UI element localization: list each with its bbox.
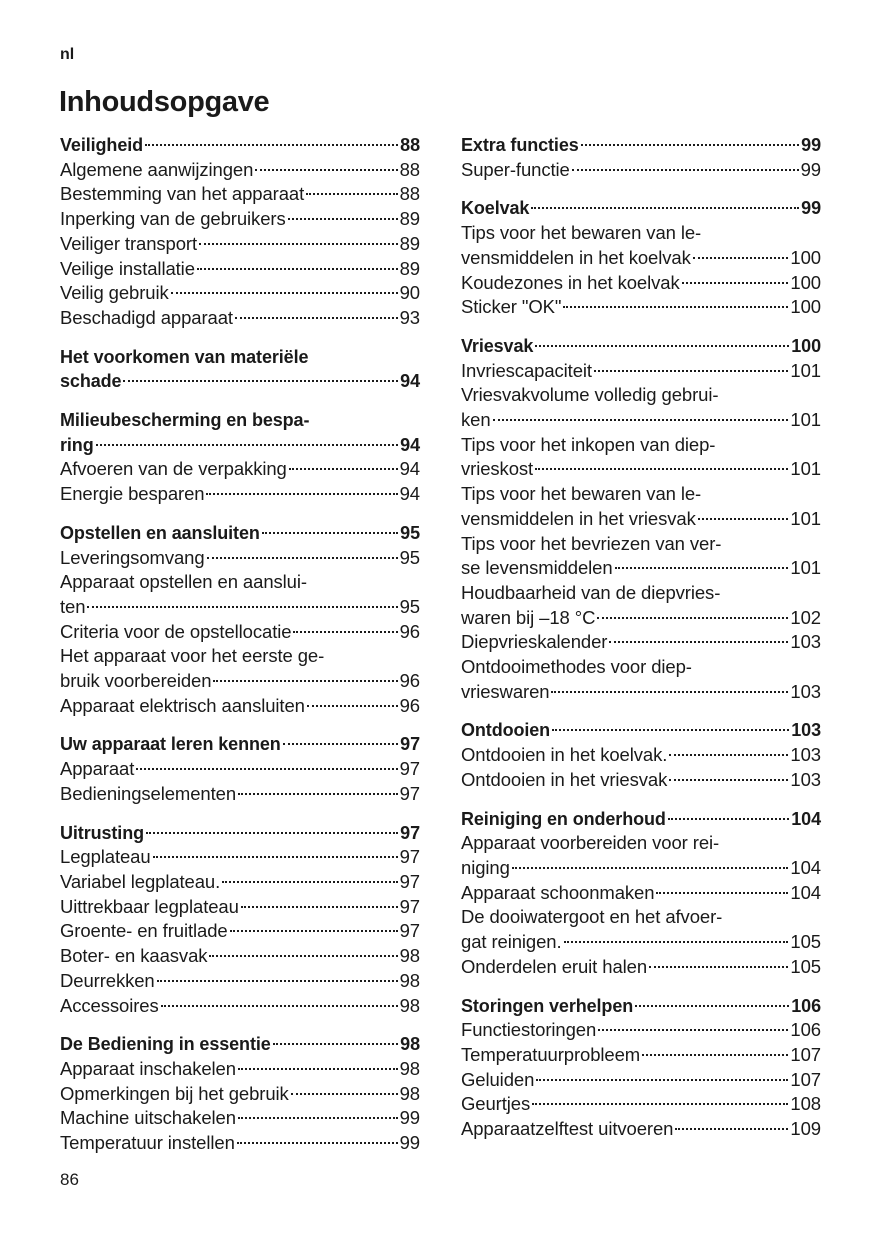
toc-entry-title: Beschadigd apparaat	[60, 306, 233, 328]
toc-page-number: 106	[790, 1019, 821, 1041]
toc-entry-title: vrieskost	[461, 458, 534, 480]
toc-entry[interactable]	[461, 556, 821, 581]
toc-section	[461, 807, 821, 980]
toc-page-number: 97	[399, 870, 420, 892]
toc-page-number: 106	[791, 995, 821, 1016]
toc-entry-line: Apparaat opstellen en aanslui-	[60, 571, 307, 593]
toc-page-number: 104	[790, 856, 821, 878]
toc-entry-title: Apparaat	[60, 758, 135, 780]
toc-entry-title: Veilige installatie	[60, 257, 195, 279]
toc-page-number: 94	[399, 483, 420, 505]
toc-entry-line: Tips voor het inkopen van diep-	[461, 433, 716, 455]
toc-entry[interactable]	[60, 870, 420, 895]
dot-leader	[307, 705, 398, 707]
toc-entry-title: Ontdooien	[461, 720, 551, 741]
toc-section	[60, 345, 420, 394]
dot-leader	[512, 867, 789, 869]
toc-page-number: 99	[800, 158, 821, 180]
toc-entry[interactable]	[461, 1068, 821, 1093]
toc-page-number: 88	[400, 135, 420, 155]
dot-leader	[262, 532, 398, 534]
toc-page-number: 96	[399, 670, 420, 692]
dot-leader	[96, 444, 399, 446]
dot-leader	[649, 966, 788, 968]
toc-entry-title: Inperking van de gebruikers	[60, 208, 286, 230]
toc-page-number: 95	[399, 546, 420, 568]
toc-entry-title: Deurrekken	[60, 969, 155, 991]
toc-entry[interactable]	[60, 306, 420, 331]
toc-entry-title: vrieswaren	[461, 680, 550, 702]
toc-entry-title: Temperatuur instellen	[60, 1132, 235, 1154]
toc-page-number: 89	[399, 208, 420, 230]
dot-leader	[235, 317, 398, 319]
dot-leader	[693, 257, 789, 259]
toc-entry[interactable]	[461, 408, 821, 433]
dot-leader	[552, 729, 789, 731]
dot-leader	[609, 641, 788, 643]
toc-entry-title: ring	[60, 434, 94, 455]
toc-entry-line: Tips voor het bewaren van le-	[461, 483, 702, 505]
toc-page-number: 99	[399, 1107, 420, 1129]
toc-section-heading[interactable]	[461, 718, 821, 743]
toc-entry-title: se levensmiddelen	[461, 557, 613, 579]
toc-entry-title: Storingen verhelpen	[461, 995, 634, 1016]
toc-entry[interactable]	[60, 944, 420, 969]
toc-page-number: 97	[399, 920, 420, 942]
toc-section	[461, 718, 821, 792]
dot-leader	[531, 207, 799, 209]
toc-entry-title: Reiniging en onderhoud	[461, 808, 666, 829]
toc-entry[interactable]	[461, 606, 821, 631]
toc-page-number: 108	[790, 1093, 821, 1115]
toc-entry-title: Veiliger transport	[60, 232, 198, 254]
dot-leader	[551, 691, 788, 693]
toc-page-number: 97	[399, 895, 420, 917]
toc-entry[interactable]	[60, 232, 420, 257]
page-title: Inhoudsopgave	[59, 86, 270, 118]
toc-page-number: 100	[790, 296, 821, 318]
toc-entry-title: Invriescapaciteit	[461, 359, 592, 381]
toc-entry-title: Veiligheid	[60, 135, 144, 155]
dot-leader	[146, 832, 398, 834]
dot-leader	[171, 292, 398, 294]
toc-entry-title: Uw apparaat leren kennen	[60, 734, 281, 755]
toc-page-number: 101	[790, 507, 821, 529]
dot-leader	[656, 892, 788, 894]
toc-page-number: 97	[400, 822, 420, 843]
toc-entry-title: Afvoeren van de verpakking	[60, 458, 287, 480]
toc-page-number: 98	[400, 1034, 420, 1055]
toc-entry[interactable]	[461, 955, 821, 980]
toc-entry-title: waren bij –18 °C	[461, 606, 596, 628]
toc-section-heading[interactable]	[60, 821, 420, 846]
toc-page-number: 103	[790, 680, 821, 702]
toc-entry[interactable]	[60, 1131, 420, 1156]
toc-page-number: 101	[790, 409, 821, 431]
toc-entry[interactable]	[461, 359, 821, 384]
toc-page-number: 100	[790, 271, 821, 293]
toc-section-heading[interactable]	[60, 369, 420, 394]
dot-leader	[564, 941, 789, 943]
dot-leader	[291, 1093, 398, 1095]
toc-page-number: 94	[400, 371, 420, 392]
page-number: 86	[60, 1170, 79, 1189]
toc-entry-title: Bestemming van het apparaat	[60, 183, 305, 205]
language-code: nl	[60, 46, 75, 63]
toc-page-number: 97	[399, 782, 420, 804]
toc-entry-title: Accessoires	[60, 994, 159, 1016]
dot-leader	[642, 1054, 788, 1056]
toc-entry-line: Het apparaat voor het eerste ge-	[60, 645, 325, 667]
toc-entry-title: Leveringsomvang	[60, 546, 205, 568]
dot-leader	[598, 1029, 788, 1031]
toc-entry-title: Opmerkingen bij het gebruik	[60, 1082, 289, 1104]
toc-entry[interactable]	[461, 881, 821, 906]
toc-page-number: 100	[791, 335, 821, 356]
toc-entry-title: Vriesvak	[461, 335, 534, 356]
dot-leader	[238, 793, 398, 795]
toc-entry-title: Geurtjes	[461, 1093, 531, 1115]
toc-entry[interactable]	[60, 257, 420, 282]
dot-leader	[241, 906, 398, 908]
dot-leader	[197, 268, 398, 270]
toc-section	[60, 732, 420, 806]
toc-entry-title: Boter- en kaasvak	[60, 945, 208, 967]
dot-leader	[581, 144, 800, 146]
toc-page-number: 90	[399, 282, 420, 304]
dot-leader	[153, 856, 398, 858]
toc-entry[interactable]	[60, 482, 420, 507]
dot-leader	[597, 617, 788, 619]
toc-entry-title: Extra functies	[461, 135, 579, 155]
toc-page-number: 93	[399, 306, 420, 328]
toc-entry[interactable]	[60, 694, 420, 719]
toc-entry-title: Bedieningselementen	[60, 782, 237, 804]
toc-entry[interactable]	[60, 1106, 420, 1131]
toc-entry-title: Uittrekbaar legplateau	[60, 895, 239, 917]
toc-entry[interactable]	[60, 994, 420, 1019]
toc-section-heading[interactable]	[60, 433, 420, 458]
toc-section-heading[interactable]	[60, 521, 420, 546]
toc-entry-title: Ontdooien in het vriesvak	[461, 768, 668, 790]
toc-page-number: 101	[790, 359, 821, 381]
toc-page-number: 102	[790, 606, 821, 628]
dot-leader	[238, 1117, 398, 1119]
toc-section-heading[interactable]	[461, 133, 821, 158]
toc-entry[interactable]	[60, 669, 420, 694]
toc-entry[interactable]	[461, 856, 821, 881]
toc-page-number: 98	[399, 1057, 420, 1079]
toc-entry-title: Energie besparen	[60, 483, 205, 505]
toc-section-heading[interactable]	[60, 732, 420, 757]
toc-entry-title: bruik voorbereiden	[60, 670, 212, 692]
toc-page-number: 105	[790, 931, 821, 953]
toc-entry[interactable]	[60, 1057, 420, 1082]
toc-entry-title: Variabel legplateau.	[60, 870, 221, 892]
toc-entry[interactable]	[461, 158, 821, 183]
toc-entry-title: Machine uitschakelen	[60, 1107, 236, 1129]
dot-leader	[222, 881, 397, 883]
toc-page-number: 99	[399, 1132, 420, 1154]
toc-entry[interactable]	[461, 768, 821, 793]
toc-entry[interactable]	[461, 246, 821, 271]
toc-entry-title: Apparaat elektrisch aansluiten	[60, 694, 305, 716]
dot-leader	[213, 680, 397, 682]
toc-entry-title: Koudezones in het koelvak	[461, 271, 680, 293]
toc-entry-title: Apparaat schoonmaken	[461, 881, 655, 903]
toc-page-number: 94	[400, 434, 420, 455]
toc-page-number: 88	[399, 158, 420, 180]
dot-leader	[161, 1005, 398, 1007]
toc-entry[interactable]	[60, 457, 420, 482]
toc-column-right	[461, 133, 821, 1156]
toc-entry-title: Apparaatzelftest uitvoeren	[461, 1118, 674, 1140]
toc-entry[interactable]	[60, 182, 420, 207]
toc-entry[interactable]	[60, 845, 420, 870]
dot-leader	[535, 468, 788, 470]
toc-page-number: 103	[790, 744, 821, 766]
toc-page-number: 103	[790, 631, 821, 653]
toc-entry-title: Ontdooien in het koelvak.	[461, 744, 668, 766]
toc-entry[interactable]	[461, 743, 821, 768]
dot-leader	[207, 557, 398, 559]
toc-entry-line: Vriesvakvolume volledig gebrui-	[461, 384, 719, 406]
toc-section	[60, 521, 420, 719]
toc-entry-title: Koelvak	[461, 198, 530, 219]
toc-entry-title: vensmiddelen in het vriesvak	[461, 507, 696, 529]
toc-page-number: 97	[399, 758, 420, 780]
toc-entry[interactable]	[461, 680, 821, 705]
toc-section-heading[interactable]	[461, 807, 821, 832]
dot-leader	[123, 380, 398, 382]
toc-section-heading[interactable]	[461, 196, 821, 221]
toc-page-number: 98	[399, 994, 420, 1016]
toc-entry-title: Super-functie	[461, 158, 570, 180]
toc-entry[interactable]	[60, 207, 420, 232]
toc-entry-title: Sticker "OK"	[461, 296, 562, 318]
toc-page-number: 103	[791, 720, 821, 741]
dot-leader	[535, 345, 789, 347]
toc-section-heading[interactable]	[60, 1032, 420, 1057]
dot-leader	[87, 606, 397, 608]
toc-entry-title: Groente- en fruitlade	[60, 920, 228, 942]
toc-page-number: 95	[399, 595, 420, 617]
toc-entry-line: Tips voor het bewaren van le-	[461, 222, 702, 244]
toc-page-number: 98	[399, 945, 420, 967]
dot-leader	[493, 419, 789, 421]
dot-leader	[209, 955, 397, 957]
dot-leader	[669, 754, 788, 756]
toc-entry[interactable]	[60, 969, 420, 994]
toc-entry-title: Uitrusting	[60, 822, 144, 843]
toc-page-number: 104	[791, 808, 821, 829]
toc-heading-line: Het voorkomen van materiële	[60, 346, 309, 367]
toc-entry-title: schade	[60, 371, 122, 392]
toc-entry[interactable]	[60, 919, 420, 944]
dot-leader	[145, 144, 398, 146]
dot-leader	[206, 493, 397, 495]
toc-entry-title: Apparaat inschakelen	[60, 1057, 236, 1079]
toc-entry[interactable]	[461, 1117, 821, 1142]
toc-page-number: 109	[790, 1118, 821, 1140]
toc-page-number: 107	[790, 1068, 821, 1090]
toc-entry-title: Diepvrieskalender	[461, 631, 608, 653]
toc-entry[interactable]	[60, 546, 420, 571]
toc-entry-title: Criteria voor de opstellocatie	[60, 620, 292, 642]
dot-leader	[255, 169, 397, 171]
toc-entry[interactable]	[461, 1043, 821, 1068]
toc-entry[interactable]	[461, 630, 821, 655]
toc-entry[interactable]	[461, 271, 821, 296]
toc-entry-line: Ontdooimethodes voor diep-	[461, 656, 692, 678]
toc-page-number: 103	[790, 768, 821, 790]
toc-entry[interactable]	[60, 620, 420, 645]
toc-entry-line: De dooiwatergoot en het afvoer-	[461, 906, 723, 928]
toc-section	[60, 133, 420, 331]
dot-leader	[572, 169, 799, 171]
toc-entry-title: Veilig gebruik	[60, 282, 169, 304]
toc-entry[interactable]	[461, 1092, 821, 1117]
toc-section	[461, 334, 821, 705]
dot-leader	[594, 370, 788, 372]
dot-leader	[230, 930, 398, 932]
dot-leader	[283, 743, 398, 745]
toc-entry-title: ken	[461, 409, 491, 431]
toc-section-heading[interactable]	[461, 994, 821, 1019]
dot-leader	[289, 468, 398, 470]
toc-section-heading[interactable]	[60, 133, 420, 158]
toc-section	[461, 994, 821, 1142]
dot-leader	[635, 1005, 789, 1007]
toc-entry-title: Legplateau	[60, 846, 151, 868]
toc-page-number: 96	[399, 694, 420, 716]
dot-leader	[615, 567, 789, 569]
toc-entry-title: Functiestoringen	[461, 1019, 597, 1041]
dot-leader	[238, 1068, 398, 1070]
toc-section	[461, 133, 821, 182]
toc-entry-title: Opstellen en aansluiten	[60, 522, 260, 543]
toc-entry-title: Algemene aanwijzingen	[60, 158, 254, 180]
toc-entry-title: Onderdelen eruit halen	[461, 955, 648, 977]
toc-entry[interactable]	[461, 507, 821, 532]
toc-heading-line: Milieubescherming en bespa-	[60, 410, 310, 431]
dot-leader	[698, 518, 789, 520]
toc-section	[461, 196, 821, 320]
toc-entry[interactable]	[461, 930, 821, 955]
dot-leader	[675, 1128, 788, 1130]
toc-entry-title: gat reinigen.	[461, 931, 562, 953]
toc-page-number: 95	[400, 522, 420, 543]
toc-entry[interactable]	[60, 158, 420, 183]
dot-leader	[682, 282, 789, 284]
toc-page-number: 105	[790, 955, 821, 977]
toc-entry[interactable]	[461, 295, 821, 320]
toc-entry[interactable]	[60, 782, 420, 807]
toc-entry-title: niging	[461, 856, 510, 878]
dot-leader	[668, 818, 789, 820]
dot-leader	[157, 980, 398, 982]
toc-entry[interactable]	[60, 757, 420, 782]
dot-leader	[306, 193, 397, 195]
toc-page-number: 101	[790, 557, 821, 579]
toc-page-number: 88	[399, 183, 420, 205]
toc-entry[interactable]	[60, 281, 420, 306]
dot-leader	[273, 1043, 399, 1045]
toc-section	[60, 408, 420, 507]
toc-page-number: 99	[801, 135, 821, 155]
toc-entry-line: Houdbaarheid van de diepvries-	[461, 581, 721, 603]
toc-page-number: 100	[790, 246, 821, 268]
toc-page-number: 89	[399, 257, 420, 279]
dot-leader	[199, 243, 398, 245]
toc-section-heading[interactable]	[461, 334, 821, 359]
toc-page-number: 99	[801, 198, 821, 219]
toc-section	[60, 821, 420, 1019]
toc-entry[interactable]	[461, 1018, 821, 1043]
toc-column-left	[60, 133, 420, 1170]
toc-page-number: 97	[400, 734, 420, 755]
dot-leader	[532, 1103, 788, 1105]
dot-leader	[669, 779, 788, 781]
toc-entry-title: ten	[60, 595, 86, 617]
toc-entry[interactable]	[60, 895, 420, 920]
dot-leader	[237, 1142, 398, 1144]
dot-leader	[288, 218, 398, 220]
toc-page-number: 94	[399, 458, 420, 480]
toc-entry-line: Apparaat voorbereiden voor rei-	[461, 832, 720, 854]
dot-leader	[293, 631, 397, 633]
toc-entry[interactable]	[60, 595, 420, 620]
toc-page-number: 96	[399, 620, 420, 642]
toc-entry[interactable]	[461, 457, 821, 482]
toc-entry-line: Tips voor het bevriezen van ver-	[461, 532, 722, 554]
toc-entry-title: Temperatuurprobleem	[461, 1043, 641, 1065]
toc-entry-title: De Bediening in essentie	[60, 1034, 271, 1055]
dot-leader	[536, 1079, 788, 1081]
toc-page-number: 89	[399, 232, 420, 254]
toc-entry[interactable]	[60, 1082, 420, 1107]
toc-entry-title: Geluiden	[461, 1068, 535, 1090]
dot-leader	[563, 306, 788, 308]
toc-page-number: 97	[399, 846, 420, 868]
toc-page-number: 98	[399, 969, 420, 991]
toc-entry-title: vensmiddelen in het koelvak	[461, 246, 691, 268]
toc-section	[60, 1032, 420, 1156]
toc-page-number: 104	[790, 881, 821, 903]
toc-page-number: 107	[790, 1043, 821, 1065]
toc-page-number: 101	[790, 458, 821, 480]
toc-page-number: 98	[399, 1082, 420, 1104]
dot-leader	[136, 768, 397, 770]
